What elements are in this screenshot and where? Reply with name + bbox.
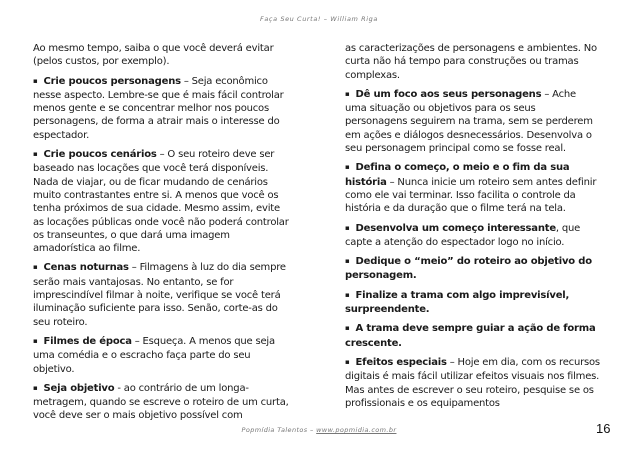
paragraph	[33, 382, 291, 423]
paragraph-heading: A trama deve sempre guiar a ação de forma crescente.	[345, 323, 596, 349]
paragraph-body: – O seu roteiro deve ser baseado nas locações que você terá disponíveis. Nada de viajar, ou de ficar mudando de cenários muito contrastantes entre si. A menos que você os tenha próximos de sua cidade. Mesmo assim, evite as locações públicas onde você não poderá controlar os transeuntes, o que dará uma imagem amadorística ao filme.	[33, 149, 289, 255]
bullet-icon: ▪	[345, 357, 350, 366]
paragraph-heading: Dedique o “meio” do roteiro ao objetivo do personagem.	[345, 256, 592, 282]
paragraph	[33, 75, 291, 142]
paragraph-heading: Defina o começo, o meio e o fim da sua história	[345, 162, 570, 188]
bullet-icon: ▪	[33, 263, 38, 272]
paragraph-body: Ao mesmo tempo, saiba o que você deverá evitar (pelos custos, por exemplo).	[33, 43, 274, 68]
bullet-icon: ▪	[33, 336, 38, 345]
paragraph-body: – Filmagens à luz do dia sempre serão mais vantajosas. No entanto, se for imprescindível filmar à noite, verifique se você terá iluminação suficiente para isso. Senão, corte-as do seu roteiro.	[33, 262, 286, 328]
page-number: 16	[596, 421, 611, 436]
paragraph-body: – Seja econômico nesse aspecto. Lembre-se que é mais fácil controlar menos gente e se concentrar melhor nos poucos personagens, de forma a atrair mais o interesse do espectador.	[33, 75, 284, 141]
footer-url-link[interactable]: www.popmidia.com.br	[316, 426, 397, 434]
running-header: Faça Seu Curta! – William Riga	[260, 15, 378, 23]
paragraph-heading: Efeitos especiais	[355, 356, 447, 368]
paragraph-body: - ao contrário de um longa-metragem, quando se escreve o roteiro de um curta, você deve ser o mais objetivo possível com	[33, 382, 289, 422]
paragraph-body: – Ache uma situação ou objetivos para os seus personagens seguirem na trama, sem se perderem em ações e diálogos desnecessários. Desenvolva o seu personagem principal como se fosse real.	[345, 88, 593, 155]
paragraph-heading: Dê um foco aos seus personagens	[355, 88, 542, 100]
paragraph-body: – Esqueça. A menos que seja uma comédia e o escracho faça parte do seu objetivo.	[33, 335, 275, 375]
paragraph-heading: Seja objetivo	[43, 382, 115, 394]
bullet-icon: ▪	[345, 324, 350, 333]
bullet-icon: ▪	[33, 383, 38, 392]
paragraph	[345, 42, 600, 82]
paragraph-body: , que capte a atenção do espectador logo no início.	[345, 222, 581, 248]
paragraph	[345, 161, 600, 215]
footer	[0, 426, 638, 434]
paragraph	[33, 148, 291, 255]
paragraph-heading: Cenas noturnas	[43, 262, 129, 274]
bullet-icon: ▪	[345, 89, 350, 98]
paragraph	[345, 322, 600, 350]
left-column	[33, 42, 291, 429]
bullet-icon: ▪	[33, 76, 38, 85]
bullet-icon: ▪	[33, 150, 38, 159]
paragraph-heading: Finalize a trama com algo imprevisível, surpreendente.	[345, 289, 570, 316]
paragraph-heading: Crie poucos cenários	[43, 149, 157, 161]
paragraph-heading: Crie poucos personagens	[43, 75, 181, 87]
paragraph	[345, 289, 600, 317]
paragraph	[33, 335, 291, 376]
paragraph	[33, 42, 291, 69]
right-column	[345, 42, 600, 416]
paragraph	[345, 255, 600, 283]
paragraph	[33, 261, 291, 328]
bullet-icon: ▪	[345, 290, 350, 299]
paragraph-body: – Hoje em dia, com os recursos digitais é mais fácil utilizar efeitos visuais nos filmes. Mas antes de escrever o seu roteiro, pesquise se os profissionais e os equipamentos	[345, 356, 600, 409]
paragraph	[345, 88, 600, 155]
paragraph-body: – Nunca inicie um roteiro sem antes definir como ele vai terminar. Isso facilita o controle da história e da duração que o filme terá na tela.	[345, 176, 597, 215]
paragraph	[345, 222, 600, 250]
paragraph-body: as caracterizações de personagens e ambientes. No curta não há tempo para construções ou tramas complexas.	[345, 43, 597, 81]
paragraph-heading: Filmes de época	[43, 335, 132, 347]
bullet-icon: ▪	[345, 163, 350, 172]
footer-prefix: Popmídia Talentos –	[241, 426, 317, 434]
paragraph	[345, 356, 600, 410]
paragraph-heading: Desenvolva um começo interessante	[355, 222, 556, 234]
bullet-icon: ▪	[345, 257, 350, 266]
bullet-icon: ▪	[345, 223, 350, 232]
